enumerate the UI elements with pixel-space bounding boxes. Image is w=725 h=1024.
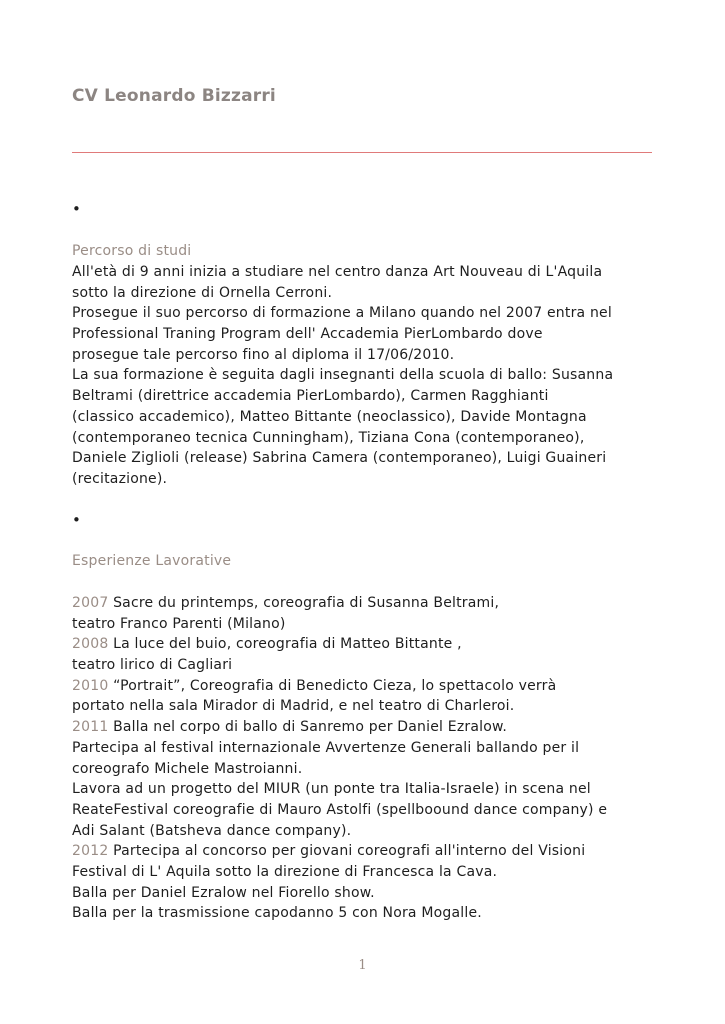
experience-text: coreografo Michele Mastroianni. [72,760,303,777]
studies-line: Beltrami (direttrice accademia PierLombardo), Carmen Ragghianti [72,388,549,405]
experience-text: teatro Franco Parenti (Milano) [72,615,286,632]
experience-line [72,676,672,697]
experience-text: Partecipa al concorso per giovani coreografi all'interno del Visioni [108,843,586,860]
experience-line [72,593,672,614]
experience-line [72,696,672,717]
experience-year: 2008 [72,636,109,653]
experience-line [72,800,672,821]
experience-text: “Portrait”, Coreografia di Benedicto Cieza, lo spettacolo verrà [108,677,557,694]
experience-line [72,779,672,800]
experience-year: 2012 [72,843,109,860]
experience-line [72,717,672,738]
studies-heading: Percorso di studi [72,243,192,259]
experience-text: Partecipa al festival internazionale Avvertenze Generali ballando per il [72,739,580,756]
experience-year: 2010 [72,677,109,694]
studies-line: All'età di 9 anni inizia a studiare nel centro danza Art Nouveau di L'Aquila [72,264,603,280]
experience-text: Sacre du printemps, coreografia di Susanna Beltrami, [108,595,500,611]
experience-year: 2007 [72,595,109,611]
studies-line: sotto la direzione di Ornella Cerroni. [72,284,333,301]
experience-line [72,821,672,842]
experience-line [72,903,672,924]
studies-paragraph [72,262,672,490]
studies-line: Daniele Ziglioli (release) Sabrina Camera (contemporaneo), Luigi Guaineri [72,450,607,467]
experience-heading: Esperienze Lavorative [72,553,232,569]
bullet-studies: • [72,200,81,218]
studies-line: prosegue tale percorso fino al diploma il 17/06/2010. [72,346,455,363]
title-divider [72,152,652,153]
experience-year: 2011 [72,719,109,736]
experience-text: Balla per Daniel Ezralow nel Fiorello show. [72,884,375,901]
experience-text: teatro lirico di Cagliari [72,657,233,674]
experience-text: Balla per la trasmissione capodanno 5 con Nora Mogalle. [72,905,482,922]
experience-list [72,593,672,924]
experience-text: La luce del buio, coreografia di Matteo Bittante , [108,636,462,653]
studies-line: (recitazione). [72,470,168,487]
experience-text: Balla nel corpo di ballo di Sanremo per Daniel Ezralow. [108,719,507,736]
experience-text: Festival di L' Aquila sotto la direzione di Francesca la Cava. [72,863,498,880]
experience-line [72,738,672,759]
experience-line [72,862,672,883]
experience-line [72,883,672,904]
experience-text: Adi Salant (Batsheva dance company). [72,822,352,839]
page-number: 1 [358,958,367,973]
page-title: CV Leonardo Bizzarri [72,86,276,106]
experience-text: ReateFestival coreografie di Mauro Astolfi (spellboound dance company) e [72,801,608,818]
experience-line [72,841,672,862]
studies-line: (classico accademico), Matteo Bittante (neoclassico), Davide Montagna [72,408,587,425]
studies-line: Prosegue il suo percorso di formazione a Milano quando nel 2007 entra nel [72,305,612,322]
experience-text: Lavora ad un progetto del MIUR (un ponte tra Italia-Israele) in scena nel [72,781,591,798]
experience-text: portato nella sala Mirador di Madrid, e nel teatro di Charleroi. [72,698,515,715]
studies-line: Professional Traning Program dell' Accademia PierLombardo dove [72,326,543,343]
experience-line [72,655,672,676]
experience-line [72,634,672,655]
experience-line [72,614,672,635]
experience-line [72,759,672,780]
studies-line: (contemporaneo tecnica Cunningham), Tiziana Cona (contemporaneo), [72,429,585,446]
bullet-experience: • [72,511,81,529]
studies-line: La sua formazione è seguita dagli insegnanti della scuola di ballo: Susanna [72,367,614,384]
